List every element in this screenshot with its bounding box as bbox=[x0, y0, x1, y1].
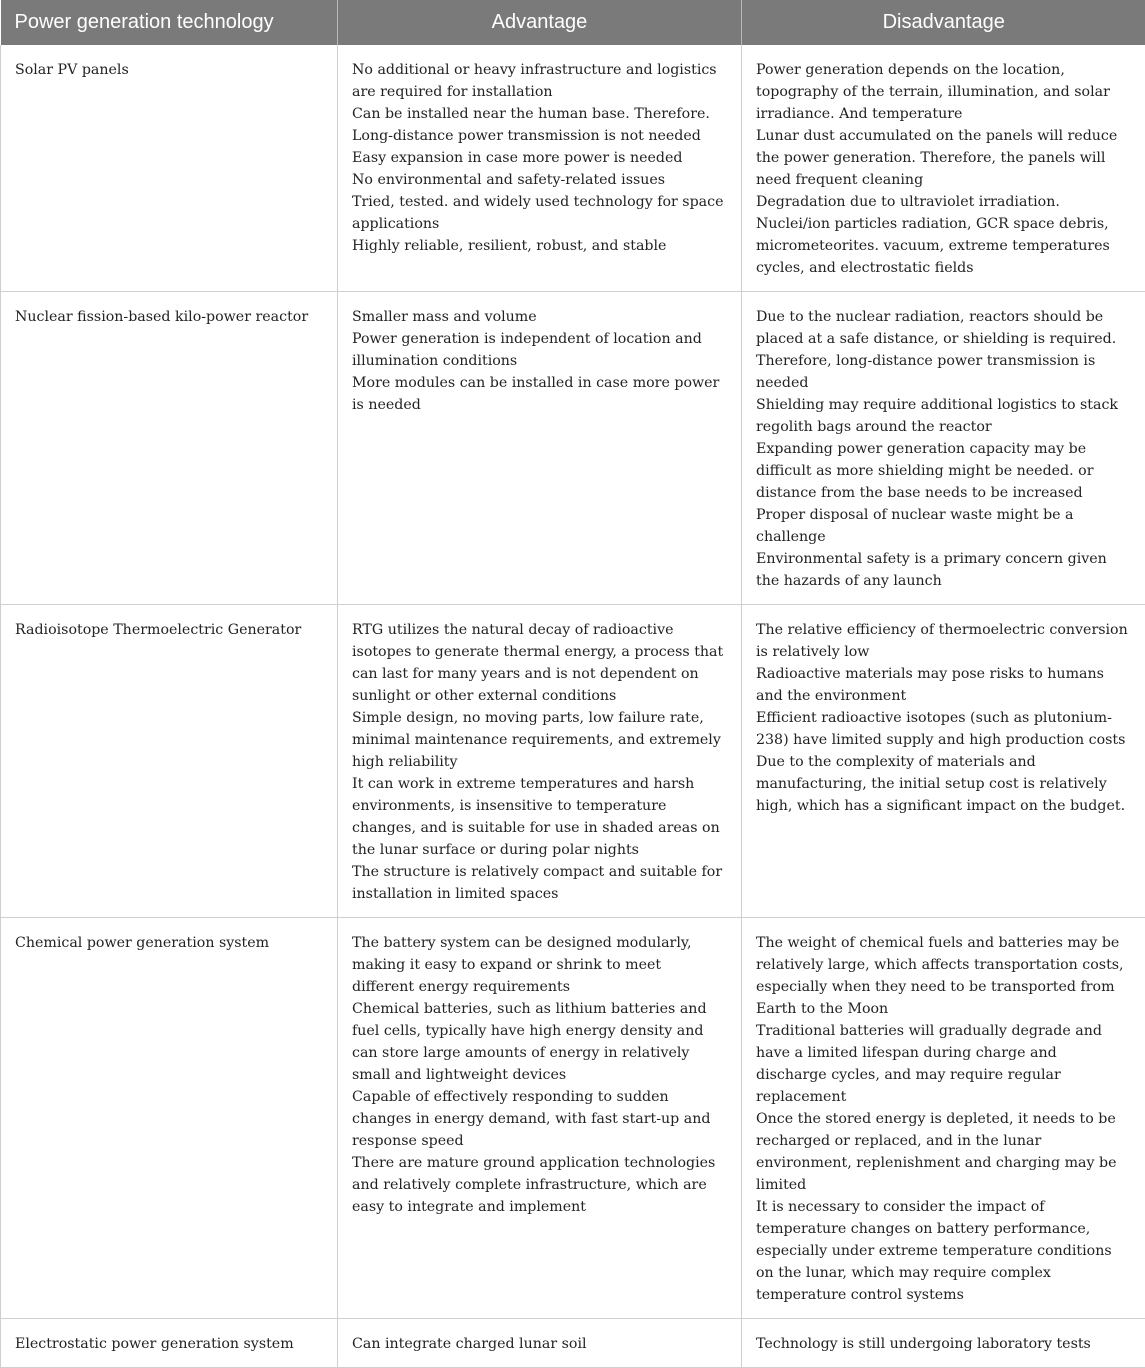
disadvantage-cell bbox=[742, 45, 1145, 292]
advantage-item: More modules can be installed in case more power is needed bbox=[352, 372, 727, 416]
disadvantage-item: Due to the complexity of materials and manufacturing, the initial setup cost is relatively high, which has a significant impact on the budget. bbox=[756, 751, 1131, 817]
advantage-item: Easy expansion in case more power is needed bbox=[352, 147, 727, 169]
disadvantage-item: The weight of chemical fuels and batteries may be relatively large, which affects transportation costs, especially when they need to be transported from Earth to the Moon bbox=[756, 932, 1131, 1020]
advantage-item: Smaller mass and volume bbox=[352, 306, 727, 328]
disadvantage-item: Technology is still undergoing laboratory tests bbox=[756, 1333, 1131, 1355]
technology-cell: Solar PV panels bbox=[1, 45, 338, 292]
disadvantage-item: It is necessary to consider the impact of temperature changes on battery performance, especially under extreme temperature conditions on the lunar, which may require complex temperature control systems bbox=[756, 1196, 1131, 1306]
header-disadvantage: Disadvantage bbox=[742, 0, 1145, 45]
disadvantage-cell bbox=[742, 605, 1145, 918]
advantage-item: No additional or heavy infrastructure and logistics are required for installation bbox=[352, 59, 727, 103]
advantage-item: It can work in extreme temperatures and harsh environments, is insensitive to temperature changes, and is suitable for use in shaded areas on the lunar surface or during polar nights bbox=[352, 773, 727, 861]
disadvantage-item: Expanding power generation capacity may be difficult as more shielding might be needed. or distance from the base needs to be increased bbox=[756, 438, 1131, 504]
advantage-item: Chemical batteries, such as lithium batteries and fuel cells, typically have high energy density and can store large amounts of energy in relatively small and lightweight devices bbox=[352, 998, 727, 1086]
advantage-item: No environmental and safety-related issues bbox=[352, 169, 727, 191]
advantage-item: Highly reliable, resilient, robust, and stable bbox=[352, 235, 727, 257]
disadvantage-item: Degradation due to ultraviolet irradiation. Nuclei/ion particles radiation, GCR space debris, micrometeorites. vacuum, extreme temperatures cycles, and electrostatic fields bbox=[756, 191, 1131, 279]
disadvantage-item: Due to the nuclear radiation, reactors should be placed at a safe distance, or shielding is required. Therefore, long-distance power transmission is needed bbox=[756, 306, 1131, 394]
disadvantage-item: Lunar dust accumulated on the panels will reduce the power generation. Therefore, the panels will need frequent cleaning bbox=[756, 125, 1131, 191]
disadvantage-item: Traditional batteries will gradually degrade and have a limited lifespan during charge and discharge cycles, and may require regular replacement bbox=[756, 1020, 1131, 1108]
disadvantage-cell bbox=[742, 918, 1145, 1319]
disadvantage-item: Efficient radioactive isotopes (such as plutonium-238) have limited supply and high production costs bbox=[756, 707, 1131, 751]
disadvantage-item: Environmental safety is a primary concern given the hazards of any launch bbox=[756, 548, 1131, 592]
advantage-cell bbox=[338, 1319, 742, 1368]
advantage-cell bbox=[338, 918, 742, 1319]
advantage-item: Can be installed near the human base. Therefore. bbox=[352, 103, 727, 125]
table-body bbox=[1, 45, 1145, 1368]
disadvantage-item: Power generation depends on the location, topography of the terrain, illumination, and solar irradiance. And temperature bbox=[756, 59, 1131, 125]
advantage-item: RTG utilizes the natural decay of radioactive isotopes to generate thermal energy, a process that can last for many years and is not dependent on sunlight or other external conditions bbox=[352, 619, 727, 707]
header-row bbox=[1, 0, 1145, 45]
advantage-item: Can integrate charged lunar soil bbox=[352, 1333, 727, 1355]
advantage-item: Tried, tested. and widely used technology for space applications bbox=[352, 191, 727, 235]
header-advantage: Advantage bbox=[338, 0, 742, 45]
disadvantage-item: Proper disposal of nuclear waste might be a challenge bbox=[756, 504, 1131, 548]
advantage-item: There are mature ground application technologies and relatively complete infrastructure, which are easy to integrate and implement bbox=[352, 1152, 727, 1218]
table-header bbox=[1, 0, 1145, 45]
advantage-item: Simple design, no moving parts, low failure rate, minimal maintenance requirements, and extremely high reliability bbox=[352, 707, 727, 773]
disadvantage-item: Radioactive materials may pose risks to humans and the environment bbox=[756, 663, 1131, 707]
advantage-item: Power generation is independent of location and illumination conditions bbox=[352, 328, 727, 372]
table-row bbox=[1, 918, 1145, 1319]
disadvantage-item: Once the stored energy is depleted, it needs to be recharged or replaced, and in the lunar environment, replenishment and charging may be limited bbox=[756, 1108, 1131, 1196]
table-row bbox=[1, 1319, 1145, 1368]
advantage-item: Long-distance power transmission is not needed bbox=[352, 125, 727, 147]
header-technology: Power generation technology bbox=[1, 0, 338, 45]
advantage-item: The structure is relatively compact and suitable for installation in limited spaces bbox=[352, 861, 727, 905]
table-row bbox=[1, 292, 1145, 605]
advantage-item: Capable of effectively responding to sudden changes in energy demand, with fast start-up and response speed bbox=[352, 1086, 727, 1152]
advantage-item: The battery system can be designed modularly, making it easy to expand or shrink to meet different energy requirements bbox=[352, 932, 727, 998]
technology-cell: Nuclear fission-based kilo-power reactor bbox=[1, 292, 338, 605]
table-row bbox=[1, 605, 1145, 918]
table-row bbox=[1, 45, 1145, 292]
advantage-cell bbox=[338, 605, 742, 918]
disadvantage-item: Shielding may require additional logistics to stack regolith bags around the reactor bbox=[756, 394, 1131, 438]
disadvantage-item: The relative efficiency of thermoelectric conversion is relatively low bbox=[756, 619, 1131, 663]
disadvantage-cell bbox=[742, 1319, 1145, 1368]
technology-cell: Radioisotope Thermoelectric Generator bbox=[1, 605, 338, 918]
disadvantage-cell bbox=[742, 292, 1145, 605]
advantage-cell bbox=[338, 45, 742, 292]
advantage-cell bbox=[338, 292, 742, 605]
technology-cell: Electrostatic power generation system bbox=[1, 1319, 338, 1368]
technology-cell: Chemical power generation system bbox=[1, 918, 338, 1319]
